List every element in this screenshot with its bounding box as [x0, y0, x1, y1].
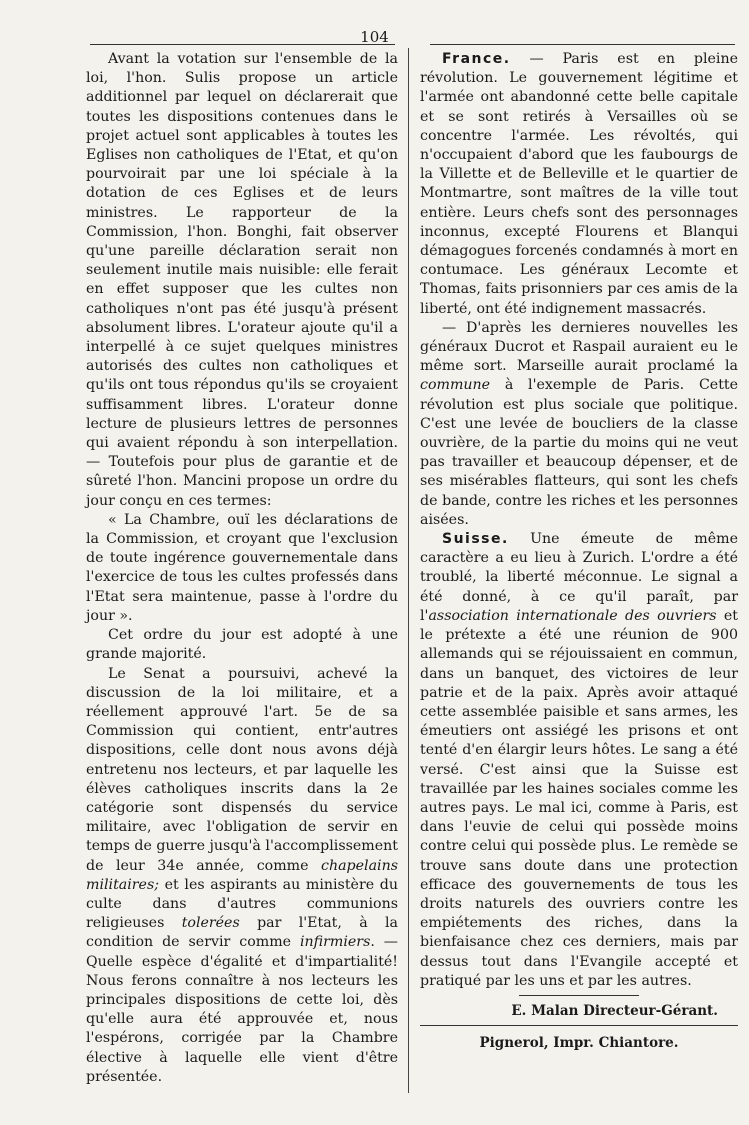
- paragraph-france-nouvelles: [420, 319, 738, 530]
- paragraph-ordre-du-jour-quote: « La Chambre, ouï les déclarations de la Commission, et croyant que l'exclusion de toute ingérence gouvernementale dans l'exercice de tous les cultes professés dans l'Etat sera maintenue, passe à l'ordre du jour ».: [86, 511, 398, 624]
- suisse-italic-association: association internationale des ouvriers: [428, 607, 717, 624]
- paragraph-senat: [86, 665, 398, 1087]
- senat-italic-chapelains: chapelains militaires;: [86, 857, 398, 893]
- suisse-heading: Suisse.: [442, 531, 509, 548]
- page-number: 104: [360, 28, 389, 46]
- header-rule-right: [430, 44, 735, 45]
- paragraph-france: [420, 50, 738, 319]
- france-heading: France.: [442, 51, 511, 67]
- paragraph-adopte: Cet ordre du jour est adopté à une grande majorité.: [86, 627, 398, 663]
- paragraph-votation: Avant la votation sur l'ensemble de la loi, l'hon. Sulis propose un article additionnel par lequel on déclarerait que toutes les dispositions contenues dans le projet actuel sont applicables à toutes les Eglises non catholiques de l'Etat, et qu'on pourvoirait par une loi spéciale à la dotation de ces Eglises et de leurs ministres. Le rapporteur de la Commission, l'hon. Bonghi, fait observer qu'une pareille déclaration serait non seulement inutile mais nuisible: elle ferait en effet supposer que les cultes non catholiques n'ont pas été jusqu'à présent absolument libres. L'orateur ajoute qu'il a interpellé à ce sujet quelques ministres autorisés des cultes non catholiques et qu'ils ont tous répondus qu'ils se croyaient suffisamment libres. L'orateur donne lecture de plusieurs lettres de personnes qui avaient répondu à son interpellation. — Toutefois pour plus de garantie et de sûreté l'hon. Mancini propose un ordre du jour conçu en ces termes:: [86, 51, 398, 509]
- header-rule-left: [90, 44, 395, 45]
- senat-text-c: par l'Etat, à la condition de servir comme: [86, 915, 399, 951]
- senat-italic-infirmiers: infirmiers: [299, 934, 371, 951]
- senat-italic-tolerees: tolerées: [181, 915, 240, 932]
- footer-rule: [420, 1025, 738, 1026]
- suisse-text-a: Une émeute de même caractère a eu lieu à Zurich. L'ordre a été troublé, la liberté méconnue. Le signal a été donné, à ce qu'il paraît, par l': [420, 531, 738, 624]
- france-text-b1: — D'après les dernieres nouvelles les généraux Ducrot et Raspail auraient eu le même sort. Marseille aurait proclamé la: [420, 319, 738, 375]
- printer-imprint: Pignerol, Impr. Chiantore.: [479, 1035, 679, 1052]
- closing-rule: [519, 995, 639, 996]
- signature: E. Malan Directeur-Gérant.: [511, 1002, 718, 1019]
- senat-text-a: Le Senat a poursuivi, achevé la discussion de la loi militaire, et a réellement approuvé l'art. 5e de sa Commission qui contient, entr'autres dispositions, celle dont nous avons déjà entretenu nos lecteurs, et par laquelle les élèves catholiques inscrits dans la 2e catégorie sont dispensés du service militaire, avec l'obligation de servir en temps de guerre jusqu'à l'accomplissement de leur 34e année, comme: [86, 665, 398, 874]
- france-italic-commune: commune: [420, 377, 491, 394]
- france-text-b2: à l'exemple de Paris. Cette révolution est plus sociale que politique. C'est une levée de boucliers de la classe ouvrière, de la partie du moins qui ne veut pas travailler et beaucoup dépenser, et de ses misérables flatteurs, qui sont les chefs de bande, contre les riches et les personnes aisées.: [420, 377, 738, 528]
- suisse-text-b: et le prétexte a été une réunion de 900 allemands qui se réjouissaient en commun, dans un banquet, des victoires de leur patrie et de la paix. Après avoir attaqué cette assemblée paisible et sans armes, les émeutiers ont assiégé les prisons et ont tenté d'en élargir leurs hôtes. Le sang a été versé. C'est ainsi que la Suisse est travaillée par les haines sociales comme les autres pays. Le mal ici, comme à Paris, est dans l'euvie de celui qui possède moins contre celui qui possède plus. Le remède se trouve sans doute dans une protection efficace des gouvernements de tous les droits naturels des ouvriers contre les empiétements des riches, dans la bienfaisance chez ces derniers, mais par dessus tout dans l'Evangile accepté et pratiqué par les uns et par les autres.: [420, 607, 738, 989]
- france-text-a: — Paris est en pleine révolution. Le gouvernement légitime et l'armée ont abandonné cette belle capitale et se sont retirés à Versailles où se concentre l'armée. Les révoltés, qui n'occupaient d'abord que les faubourgs de la Villette et de Belleville et le quartier de Montmartre, sont maîtres de la ville tout entière. Leurs chefs sont des personnages inconnus, excepté Flourens et Blanqui démagogues forcenés condamnés à mort en contumace. Les généraux Lecomte et Thomas, faits prisonniers par ces amis de la liberté, ont été indignement massacrés.: [420, 51, 738, 317]
- column-divider: [408, 48, 409, 1093]
- left-column: [86, 50, 398, 1087]
- right-column: [420, 50, 738, 1053]
- senat-text-b: et les aspirants au ministère du culte dans d'autres communions religieuses: [86, 876, 398, 932]
- senat-text-d: . — Quelle espèce d'égalité et d'impartialité! Nous ferons connaître à nos lecteurs les principales dispositions de cette loi, dès qu'elle aura été approuvée et, nous l'espérons, corrigée par la Chambre élective à laquelle elle vient d'être présentée.: [86, 934, 398, 1085]
- paragraph-suisse: [420, 530, 738, 991]
